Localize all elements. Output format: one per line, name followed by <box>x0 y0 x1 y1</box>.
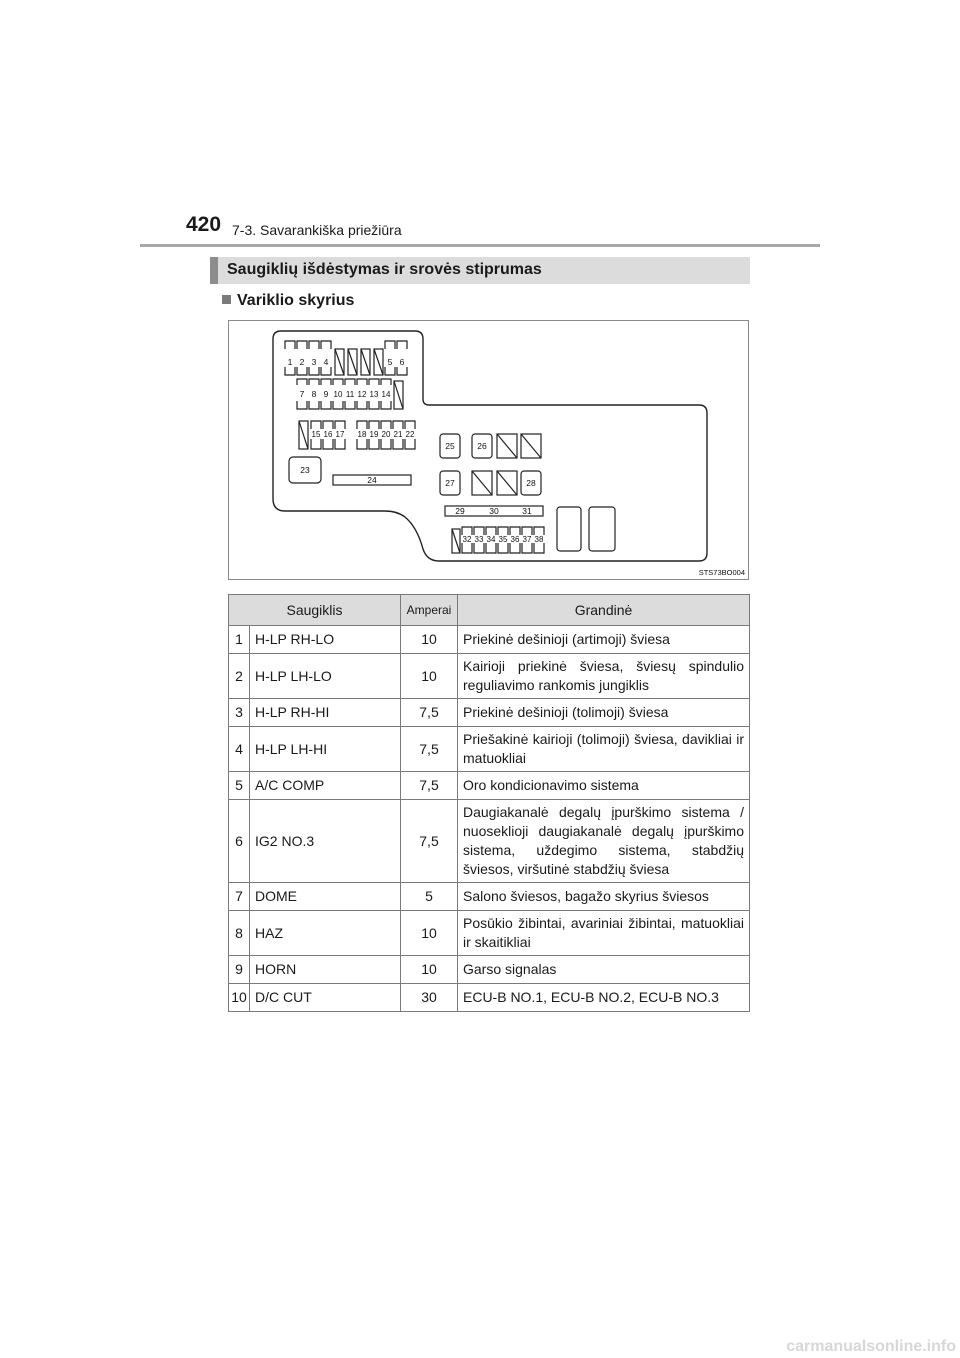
spare-fuse-slot <box>335 349 344 375</box>
subsection-title: Variklio skyrius <box>237 292 355 309</box>
fuse-number: 10 <box>229 984 250 1012</box>
subsection-heading <box>222 292 354 310</box>
fuse-circuit: ECU-B NO.1, ECU-B NO.2, ECU-B NO.3 <box>458 984 750 1012</box>
fuse-3 <box>309 341 319 375</box>
fuse-name: H-LP RH-HI <box>250 699 401 727</box>
fuse-number: 6 <box>229 800 250 883</box>
svg-text:31: 31 <box>522 506 532 516</box>
fuse-20 <box>381 421 391 449</box>
section-title: Saugiklių išdėstymas ir srovės stiprumas <box>227 261 542 278</box>
fuse-amps: 7,5 <box>401 727 458 772</box>
fuse-32 <box>462 527 472 553</box>
fuse-8 <box>309 379 319 409</box>
relay-slot <box>472 471 492 495</box>
fuse-amps: 5 <box>401 883 458 911</box>
fuse-amps: 10 <box>401 626 458 654</box>
table-row <box>229 654 750 699</box>
relay-slot <box>521 434 541 458</box>
svg-text:16: 16 <box>323 430 333 439</box>
fuse-18 <box>357 421 367 449</box>
fuse-14 <box>381 379 391 409</box>
fuse-5 <box>385 341 395 375</box>
table-row <box>229 772 750 800</box>
fuse-circuit: Oro kondicionavimo sistema <box>458 772 750 800</box>
fuse-34 <box>486 527 496 553</box>
fuse-amps: 10 <box>401 654 458 699</box>
fuse-number: 5 <box>229 772 250 800</box>
table-row <box>229 984 750 1012</box>
fuse-circuit: Garso signalas <box>458 956 750 984</box>
fuse-number: 3 <box>229 699 250 727</box>
diagram-code: STS73BO004 <box>698 568 745 577</box>
fuse-box-diagram <box>228 320 749 580</box>
fuse-22 <box>405 421 415 449</box>
fuse-circuit: Priešakinė kairioji (tolimoji) šviesa, davikliai ir matuokliai <box>458 727 750 772</box>
svg-text:17: 17 <box>335 430 345 439</box>
svg-text:12: 12 <box>357 390 367 399</box>
header-divider <box>140 244 820 247</box>
chapter-title: 7-3. Savarankiška priežiūra <box>232 222 402 238</box>
fuse-26 <box>472 434 492 458</box>
svg-text:35: 35 <box>498 535 508 544</box>
table-row <box>229 956 750 984</box>
svg-text:4: 4 <box>323 357 329 367</box>
svg-text:6: 6 <box>399 357 405 367</box>
fuse-35 <box>498 527 508 553</box>
fuse-circuit: Salono šviesos, bagažo skyrius šviesos <box>458 883 750 911</box>
fuse-amps: 30 <box>401 984 458 1012</box>
fuse-9 <box>321 379 331 409</box>
header-fuse: Saugiklis <box>229 595 401 626</box>
svg-text:36: 36 <box>510 535 520 544</box>
spare-fuse-slot <box>394 381 403 409</box>
fuse-circuit: Priekinė dešinioji (artimoji) šviesa <box>458 626 750 654</box>
table-row <box>229 699 750 727</box>
fuse-11 <box>345 379 355 409</box>
fuse-27 <box>440 471 460 495</box>
svg-text:33: 33 <box>474 535 484 544</box>
fuse-7 <box>297 379 307 409</box>
fuse-15 <box>311 421 321 449</box>
fuse-33 <box>474 527 484 553</box>
large-relay <box>589 507 615 551</box>
table-row <box>229 883 750 911</box>
table-row <box>229 626 750 654</box>
table-header-row <box>229 595 750 626</box>
svg-text:29: 29 <box>455 506 465 516</box>
large-relay <box>557 507 581 551</box>
fuse-circuit: Kairioji priekinė šviesa, šviesų spindulio reguliavimo rankomis jungiklis <box>458 654 750 699</box>
spare-fuse-slot <box>452 529 460 553</box>
fuse-circuit: Daugiakanalė degalų įpurškimo sistema / nuoseklioji daugiakanalė degalų įpurškimo sistema, uždegimo sistema, stabdžių šviesos, viršutinė stabdžių šviesa <box>458 800 750 883</box>
fuse-circuit: Posūkio žibintai, avariniai žibintai, matuokliai ir skaitikliai <box>458 911 750 956</box>
fuse-amps: 7,5 <box>401 699 458 727</box>
svg-text:23: 23 <box>300 465 310 475</box>
fuse-amps: 10 <box>401 956 458 984</box>
svg-text:15: 15 <box>311 430 321 439</box>
table-row <box>229 800 750 883</box>
svg-text:34: 34 <box>486 535 496 544</box>
svg-text:18: 18 <box>357 430 367 439</box>
fuse-4 <box>321 341 331 375</box>
svg-text:24: 24 <box>367 475 377 485</box>
section-title-bar <box>210 257 750 284</box>
svg-text:25: 25 <box>445 441 455 451</box>
relay-slot <box>497 434 517 458</box>
fuse-name: IG2 NO.3 <box>250 800 401 883</box>
svg-text:19: 19 <box>369 430 379 439</box>
fuse-table <box>228 594 750 1012</box>
spare-fuse-slot <box>374 349 383 375</box>
fuse-28 <box>521 471 541 495</box>
svg-text:20: 20 <box>381 430 391 439</box>
fuse-box-drawing <box>229 321 748 579</box>
fuse-19 <box>369 421 379 449</box>
fuse-25 <box>440 434 460 458</box>
fuse-12 <box>357 379 367 409</box>
svg-text:10: 10 <box>333 390 343 399</box>
svg-text:7: 7 <box>299 389 305 399</box>
svg-text:14: 14 <box>381 390 391 399</box>
watermark: carmanualsonline.info <box>786 1338 956 1355</box>
relay-slot <box>497 471 517 495</box>
fuse-name: H-LP LH-LO <box>250 654 401 699</box>
fuse-name: A/C COMP <box>250 772 401 800</box>
fuse-37 <box>522 527 532 553</box>
fuse-name: HAZ <box>250 911 401 956</box>
spare-fuse-slot <box>348 349 357 375</box>
fuse-name: H-LP RH-LO <box>250 626 401 654</box>
page-number: 420 <box>186 213 222 236</box>
fuse-number: 4 <box>229 727 250 772</box>
fuse-2 <box>297 341 307 375</box>
spare-fuse-slot <box>361 349 370 375</box>
fuse-number: 1 <box>229 626 250 654</box>
fuse-1 <box>285 341 295 375</box>
svg-text:2: 2 <box>299 357 305 367</box>
table-row <box>229 727 750 772</box>
svg-text:8: 8 <box>311 389 317 399</box>
fuse-23 <box>289 457 321 483</box>
svg-text:27: 27 <box>445 478 455 488</box>
fuse-24 <box>333 475 411 485</box>
fuse-36 <box>510 527 520 553</box>
header-circuit: Grandinė <box>458 595 750 626</box>
fuse-name: D/C CUT <box>250 984 401 1012</box>
fuse-number: 7 <box>229 883 250 911</box>
fuse-amps: 7,5 <box>401 800 458 883</box>
fuse-38 <box>534 527 544 553</box>
svg-text:26: 26 <box>477 441 487 451</box>
fuse-13 <box>369 379 379 409</box>
svg-text:30: 30 <box>489 506 499 516</box>
spare-fuse-slot <box>299 421 308 449</box>
fuse-number: 9 <box>229 956 250 984</box>
svg-text:28: 28 <box>526 478 536 488</box>
svg-text:5: 5 <box>387 357 393 367</box>
fuse-number: 2 <box>229 654 250 699</box>
fuse-number: 8 <box>229 911 250 956</box>
svg-text:9: 9 <box>323 389 329 399</box>
svg-text:32: 32 <box>462 535 472 544</box>
fuse-name: H-LP LH-HI <box>250 727 401 772</box>
fuse-name: DOME <box>250 883 401 911</box>
fuse-21 <box>393 421 403 449</box>
svg-text:1: 1 <box>287 357 293 367</box>
fuse-name: HORN <box>250 956 401 984</box>
fuse-circuit: Priekinė dešinioji (tolimoji) šviesa <box>458 699 750 727</box>
svg-text:22: 22 <box>405 430 415 439</box>
svg-text:21: 21 <box>393 430 403 439</box>
svg-text:13: 13 <box>369 390 379 399</box>
svg-text:3: 3 <box>311 357 317 367</box>
svg-text:38: 38 <box>534 535 544 544</box>
svg-text:37: 37 <box>522 535 532 544</box>
square-bullet-icon <box>222 295 231 304</box>
fuse-amps: 7,5 <box>401 772 458 800</box>
fuse-17 <box>335 421 345 449</box>
svg-text:11: 11 <box>345 390 355 399</box>
fuse-10 <box>333 379 343 409</box>
table-row <box>229 911 750 956</box>
fuse-16 <box>323 421 333 449</box>
header-amps: Amperai <box>401 595 458 626</box>
fuse-29-31-strip <box>445 506 543 516</box>
fuse-6 <box>397 341 407 375</box>
fuse-amps: 10 <box>401 911 458 956</box>
